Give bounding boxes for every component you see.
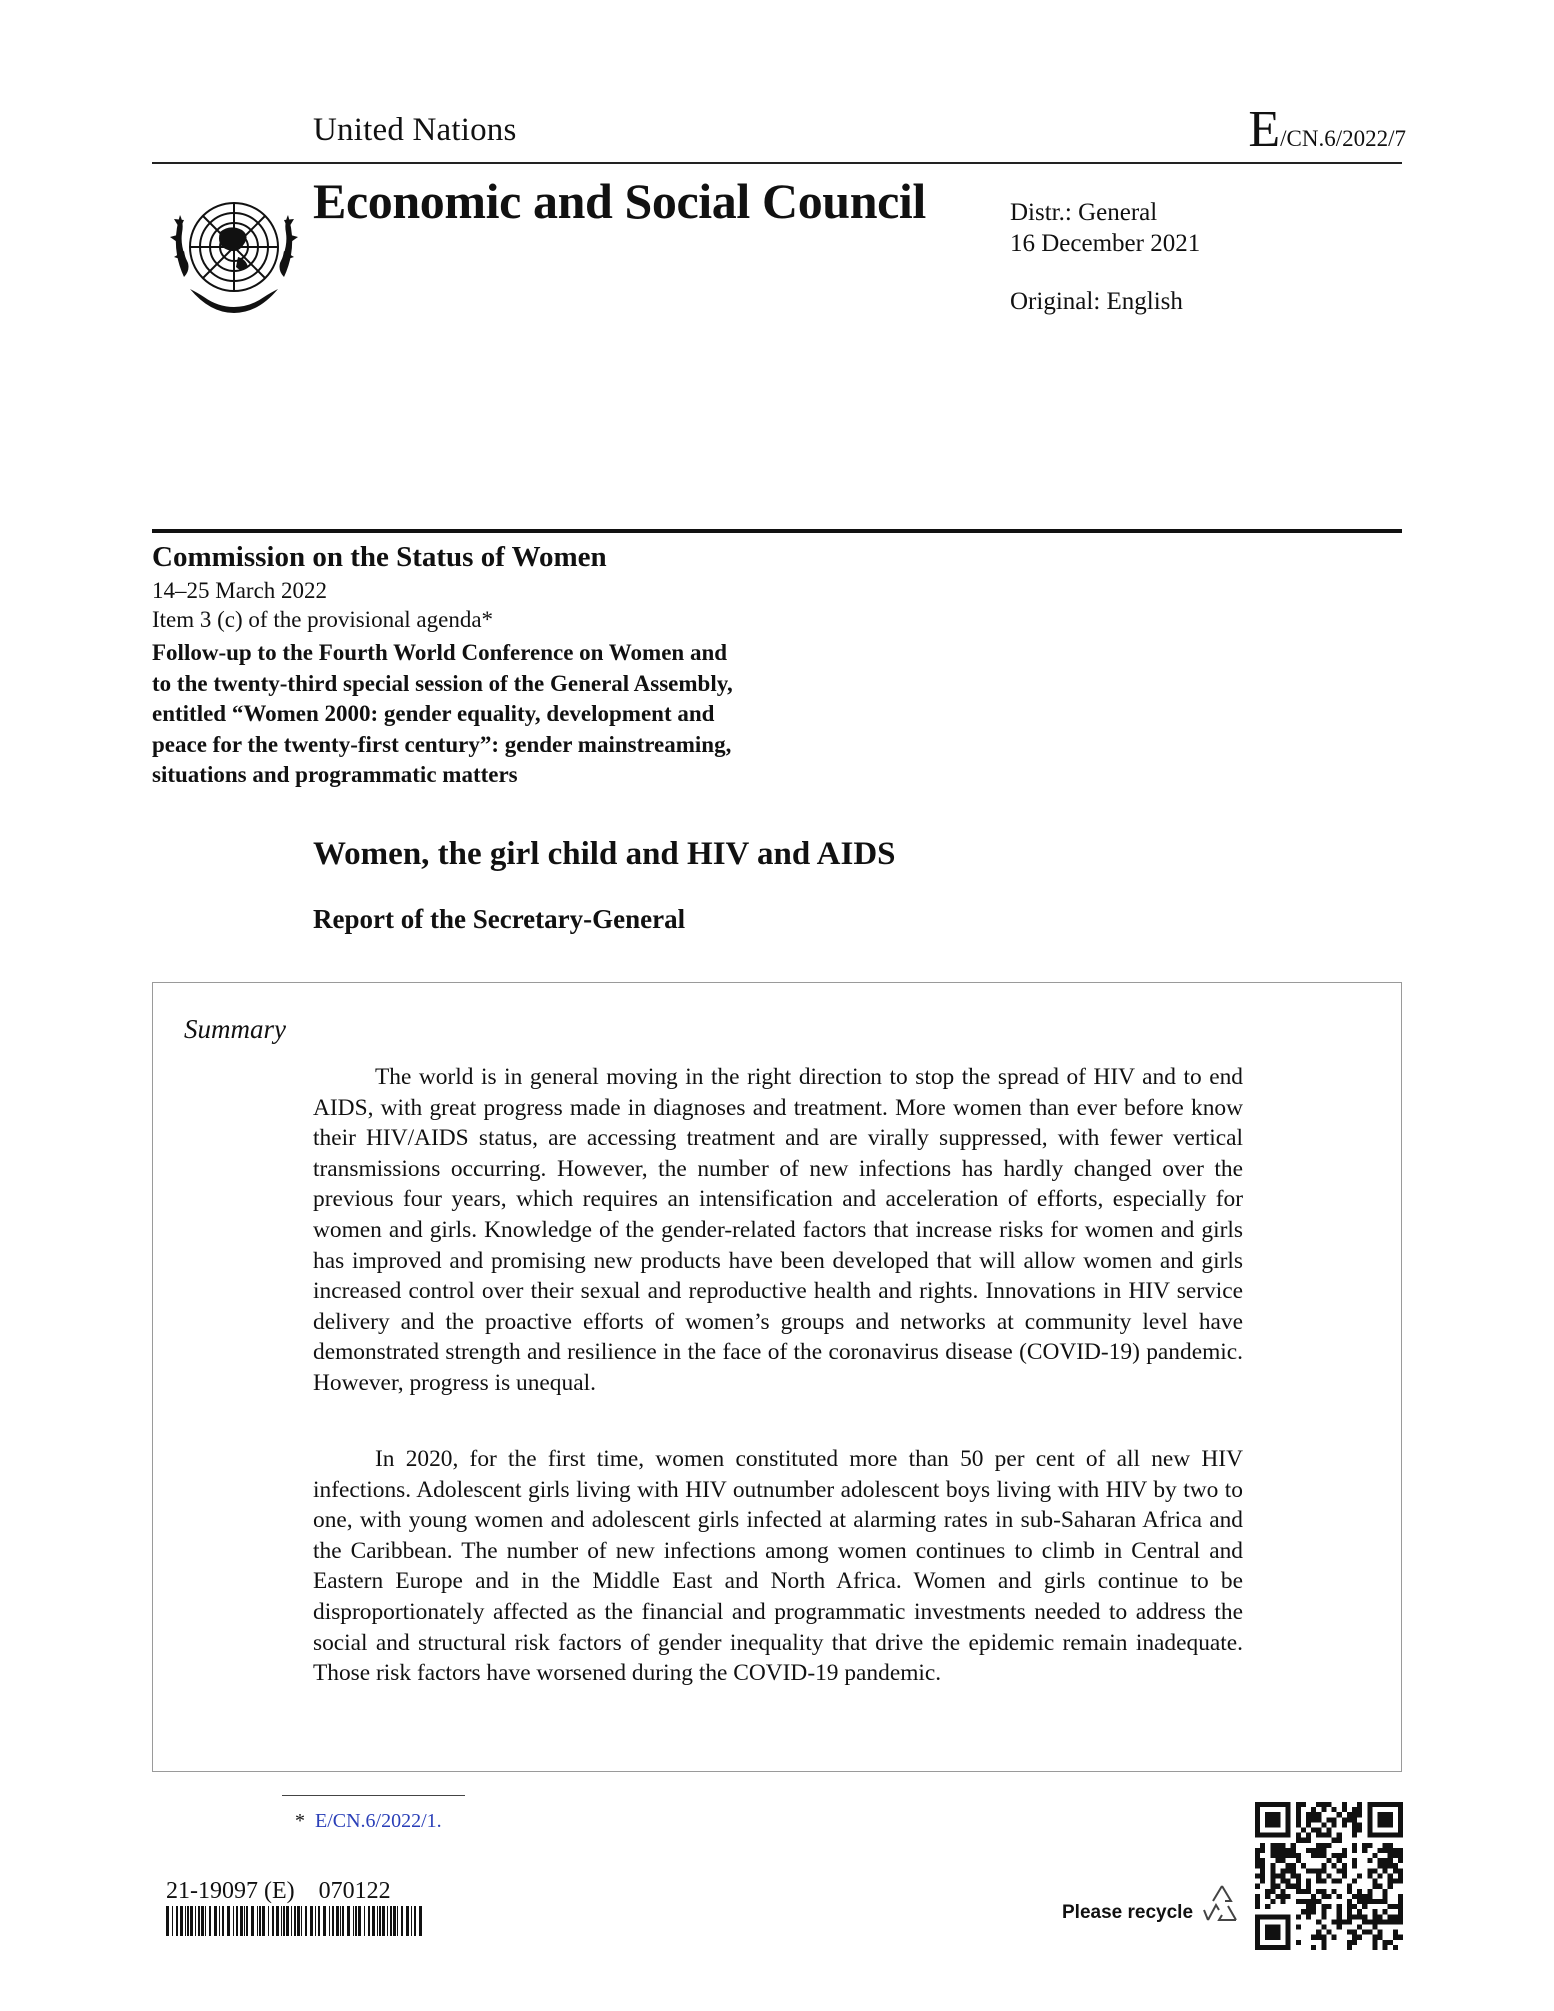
footnote xyxy=(295,1810,442,1833)
document-subtitle: Report of the Secretary-General xyxy=(313,904,686,934)
document-title: Women, the girl child and HIV and AIDS xyxy=(313,836,896,872)
header-rule xyxy=(152,162,1402,164)
agenda-item: Item 3 (c) of the provisional agenda* xyxy=(152,607,494,632)
document-symbol xyxy=(1248,100,1406,159)
job-number: 21-19097 (E) 070122 xyxy=(166,1878,391,1904)
footnote-link[interactable]: E/CN.6/2022/1. xyxy=(315,1810,442,1832)
recycle-icon xyxy=(1198,1880,1246,1928)
document-symbol-rest: /CN.6/2022/7 xyxy=(1280,126,1406,151)
organization-name: United Nations xyxy=(313,112,517,148)
commission-name: Commission on the Status of Women xyxy=(152,541,607,573)
distribution-block xyxy=(1010,197,1200,259)
section-rule xyxy=(152,529,1402,533)
un-emblem-icon xyxy=(160,177,308,325)
barcode-icon xyxy=(166,1906,426,1936)
council-name: Economic and Social Council xyxy=(313,173,926,229)
qr-code-icon xyxy=(1255,1802,1403,1950)
issue-date: 16 December 2021 xyxy=(1010,230,1201,257)
summary-paragraph: In 2020, for the first time, women constituted more than 50 per cent of all new HIV infections. Adolescent girls living with HIV outnumber adolescent boys living with HIV by two to one, with young women and adolescent girls infected at alarming rates in sub-Saharan Africa and the Caribbean. The number of new infections among women continues to climb in Central and Eastern Europe and in the Middle East and North Africa. Women and girls continue to be disproportionately affected as the financial and programmatic investments needed to address the social and structural risk factors of gender inequality that drive the epidemic remain inadequate. Those risk factors have worsened during the COVID-19 pandemic. xyxy=(313,1446,1243,1687)
original-language: Original: English xyxy=(1010,288,1183,315)
document-symbol-initial: E xyxy=(1248,101,1281,158)
summary-heading: Summary xyxy=(184,1014,286,1044)
session-dates: 14–25 March 2022 xyxy=(152,578,328,603)
summary-paragraph: The world is in general moving in the right direction to stop the spread of HIV and to end AIDS, with great progress made in diagnoses and treatment. More women than ever before know their HIV/AIDS status, are accessing treatment and are virally suppressed, with fewer vertical transmissions occurring. However, the number of new infections has hardly changed over the previous four years, which requires an intensification and acceleration of efforts, especially for women and girls. Knowledge of the gender-related factors that increase risks for women and girls has improved and promising new products have been developed that will allow women and girls increased control over their sexual and reproductive health and rights. Innovations in HIV service delivery and the proactive efforts of women’s groups and networks at community level have demonstrated strength and resilience in the face of the coronavirus disease (COVID-19) pandemic. However, progress is unequal. xyxy=(313,1064,1243,1396)
recycle-label: Please recycle xyxy=(1062,1902,1194,1923)
footnote-rule xyxy=(282,1795,465,1796)
agenda-title: Follow-up to the Fourth World Conference on Women and to the twenty-third special session of the General Assembly, entitled “Women 2000: gender equality, development and peace for the twenty-first century”: gender mainstreaming, situations and programmatic matters xyxy=(152,640,733,787)
distribution-label: Distr.: General xyxy=(1010,199,1158,226)
footnote-marker: * xyxy=(295,1810,305,1832)
